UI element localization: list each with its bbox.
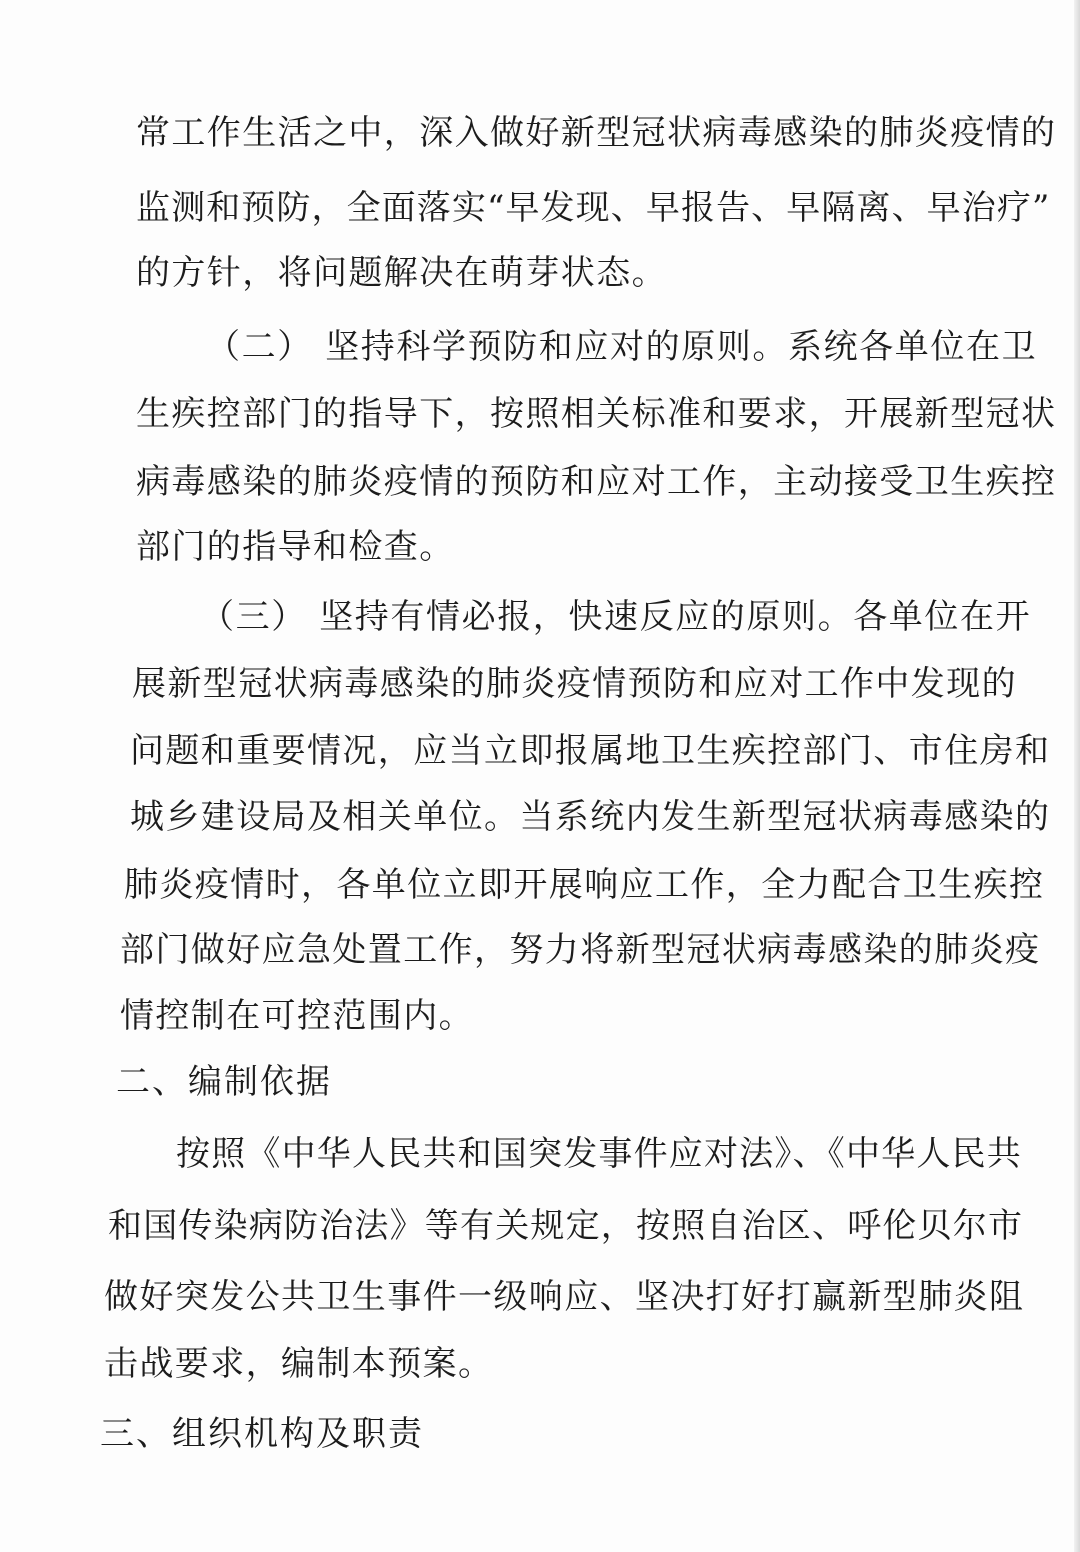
section-two-line-3: 做好突发公共卫生事件一级响应、坚决打好打赢新型肺炎阻 [104, 1277, 1025, 1317]
body-line-8: （三） 坚持有情必报，快速反应的原则。各单位在开 [200, 597, 1032, 637]
body-line-14: 情控制在可控范围内。 [120, 996, 474, 1036]
body-line-5: 生疾控部门的指导下，按照相关标准和要求，开展新型冠状 [136, 394, 1057, 434]
section-three-heading: 三、组织机构及职责 [100, 1414, 424, 1454]
body-line-10: 问题和重要情况，应当立即报属地卫生疾控部门、市住房和 [130, 731, 1051, 771]
body-line-6: 病毒感染的肺炎疫情的预防和应对工作，主动接受卫生疾控 [136, 462, 1057, 502]
body-line-9: 展新型冠状病毒感染的肺炎疫情预防和应对工作中发现的 [132, 664, 1017, 704]
scan-edge-shadow [1074, 0, 1080, 1552]
section-two-heading: 二、编制依据 [116, 1062, 332, 1102]
body-line-7: 部门的指导和检查。 [136, 527, 455, 567]
body-line-2: 监测和预防，全面落实“早发现、早报告、早隔离、早治疗” [136, 188, 1051, 228]
body-line-11: 城乡建设局及相关单位。当系统内发生新型冠状病毒感染的 [130, 797, 1051, 837]
body-line-12: 肺炎疫情时，各单位立即开展响应工作，全力配合卫生疾控 [124, 865, 1045, 905]
body-line-3: 的方针，将问题解决在萌芽状态。 [136, 253, 667, 293]
section-two-line-1: 按照《中华人民共和国突发事件应对法》、《中华人民共 [176, 1134, 1022, 1174]
body-line-4: （二） 坚持科学预防和应对的原则。系统各单位在卫 [206, 327, 1038, 367]
section-two-line-2: 和国传染病防治法》等有关规定，按照自治区、呼伦贝尔市 [108, 1206, 1024, 1246]
body-line-1: 常工作生活之中，深入做好新型冠状病毒感染的肺炎疫情的 [136, 113, 1057, 153]
body-line-13: 部门做好应急处置工作，努力将新型冠状病毒感染的肺炎疫 [120, 930, 1041, 970]
section-two-line-4: 击战要求，编制本预案。 [104, 1344, 494, 1384]
